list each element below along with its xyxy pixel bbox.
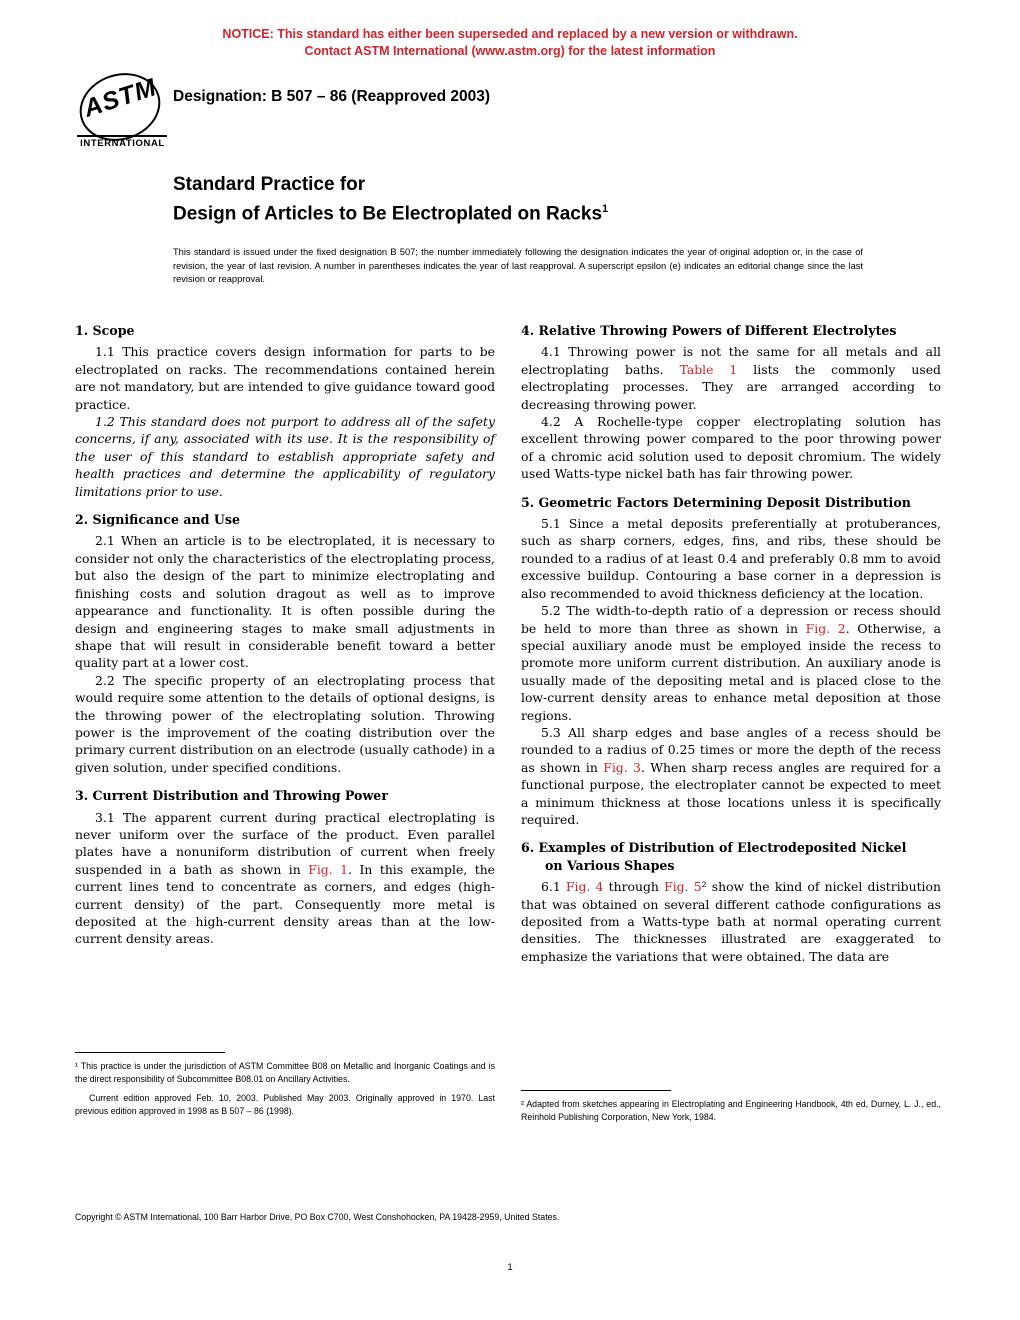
- paragraph-2-2: 2.2 The specific property of an electroplating process that would require some attention to the details of optional designs, is the throwing power of the electroplating solution. Throwing power is the improvement of the coating distribution over the primary current distribution on an electrode (usually cathode) in a given solution, under specified conditions.: [75, 672, 495, 775]
- title-line-1: Standard Practice for: [173, 174, 366, 195]
- paragraph-3-1: 3.1 The apparent current during practical electroplating is never uniform over the surface of the product. Even parallel plates have a nonuniform distribution of current when freely suspended in a bath as shown in Fig. 1. In this example, the current lines tend to concentrate as corners, and edges (high-current density) of the part. Consequently more metal is deposited at the high-current density areas than at the low-current density areas.: [75, 809, 496, 947]
- section-heading-throwing-powers: 4. Relative Throwing Powers of Different Electrolytes: [521, 323, 897, 338]
- page-title: [173, 172, 873, 226]
- paragraph-1-1: 1.1 This practice covers design information for parts to be electroplated on racks. The recommendations contained herein are not mandatory, but are intended to give guidance toward good practice.: [75, 344, 495, 412]
- footnotes-left: [75, 1060, 495, 1117]
- logo-lettering: ASTM: [80, 73, 161, 123]
- copyright-notice: Copyright © ASTM International, 100 Barr Harbor Drive, PO Box C700, West Conshohocken, PA 19428-2959, United States.: [75, 1212, 560, 1222]
- cross-reference-link[interactable]: Table 1: [679, 361, 738, 377]
- astm-logo-icon: [75, 72, 170, 154]
- footnote-divider-right: [521, 1090, 671, 1091]
- cross-reference-link[interactable]: Fig. 5: [664, 879, 702, 895]
- designation-label: Designation: B 507 – 86 (Reapproved 2003): [173, 88, 491, 105]
- paragraph-4-1: 4.1 Throwing power is not the same for all metals and all electroplating baths. Table 1 lists the commonly used electroplating processes. They are arranged according to decreasing throwing power.: [521, 344, 941, 412]
- section-heading-geometric-factors: 5. Geometric Factors Determining Deposit Distribution: [521, 494, 911, 510]
- cross-reference-link[interactable]: Fig. 2: [805, 620, 846, 636]
- footnotes-right: [521, 1098, 941, 1123]
- footnote-1: ¹ This practice is under the jurisdiction of ASTM Committee B08 on Metallic and Inorganic Coatings and is the direct responsibility of Subcommittee B08.01 on Ancillary Activities.: [75, 1061, 495, 1084]
- section-heading-examples: [521, 839, 941, 874]
- paragraph-2-1: 2.1 When an article is to be electroplated, it is necessary to consider not only the characteristics of the electroplating process, but also the design of the part to minimize electroplating and finishing costs and solution dragout as well as to improve appearance and functionality. It is often possible during the design and engineering stages to make small adjustments in shape that will result in considerable benefit toward a better quality part at a lower cost.: [75, 533, 495, 671]
- title-footnote-marker: 1: [602, 203, 609, 215]
- cross-reference-link[interactable]: Fig. 1: [308, 861, 349, 877]
- notice-line-2: Contact ASTM International (www.astm.org) for the latest information: [304, 44, 716, 58]
- paragraph-6-1: 6.1 Fig. 4 through Fig. 5² show the kind of nickel distribution that was obtained on several different cathode configurations as deposited from a Watts-type bath at normal operating current densities. The thicknesses illustrated are exaggerated to emphasize the variations that were obtained. The data are: [521, 879, 941, 964]
- section-heading-scope: 1. Scope: [75, 323, 135, 338]
- paragraph-5-2: 5.2 The width-to-depth ratio of a depression or recess should be held to more than three as shown in Fig. 2. Otherwise, a special auxiliary anode must be employed inside the recess to promote more uniform current distribution. An auxiliary anode is usually made of the depositing metal and is placed close to the low-current density areas to enhance metal deposition at those regions.: [521, 603, 941, 723]
- logo-subtitle: INTERNATIONAL: [80, 138, 165, 149]
- section-heading-current-distribution: 3. Current Distribution and Throwing Power: [75, 788, 388, 804]
- logo-divider: [77, 135, 167, 137]
- paragraph-4-2: 4.2 A Rochelle-type copper electroplating solution has excellent throwing power compared to the poor throwing power of a chromic acid solution used to deposit chromium. The widely used Watts-type nickel bath has fair throwing power.: [521, 414, 941, 482]
- paragraph-5-3: 5.3 All sharp edges and base angles of a recess should be rounded to a radius of 0.25 times or more the depth of the recess as shown in Fig. 3. When sharp recess angles are required for a functional purpose, the electroplater cannot be expected to meet a minimum thickness at those locations unless it is specifically required.: [521, 724, 942, 827]
- cross-reference-link[interactable]: Fig. 3: [603, 759, 641, 775]
- paragraph-1-2: 1.2 This standard does not purport to address all of the safety concerns, if any, associated with its use. It is the responsibility of the user of this standard to establish appropriate safety and health practices and determine the applicability of regulatory limitations prior to use.: [75, 414, 495, 499]
- paragraph-5-1: 5.1 Since a metal deposits preferentially at protuberances, such as sharp corners, edges, fins, and ribs, these should be rounded to a radius of at least 0.4 and preferably 0.8 mm to avoid excessive buildup. Contouring a base corner in a depression is also recommended to avoid thickness deficiency at the location.: [521, 516, 941, 601]
- section-heading-examples-line2: on Various Shapes: [545, 857, 675, 873]
- footnote-edition-note: Current edition approved Feb. 10, 2003. Published May 2003. Originally approved in 1970. Last previous edition approved in 1998 as B 507 – 86 (1998).: [75, 1093, 495, 1116]
- page-number: 1: [507, 1262, 513, 1273]
- section-heading-significance: 2. Significance and Use: [75, 512, 240, 528]
- footnote-2: ² Adapted from sketches appearing in Electroplating and Engineering Handbook, 4th ed, Durney, L. J., ed., Reinhold Publishing Corporation, New York, 1984.: [521, 1099, 941, 1122]
- footnote-divider-left: [75, 1052, 225, 1053]
- notice-line-1: NOTICE: This standard has either been superseded and replaced by a new version or withdrawn.: [222, 27, 798, 41]
- body-column-left: [75, 322, 495, 948]
- section-heading-examples-line1: 6. Examples of Distribution of Electrodeposited Nickel: [521, 840, 907, 856]
- document-header: [75, 72, 955, 172]
- withdrawn-notice: [0, 26, 1020, 60]
- cross-reference-link[interactable]: Fig. 4: [565, 879, 604, 895]
- standard-preamble: This standard is issued under the fixed designation B 507; the number immediately following the designation indicates the year of original adoption or, in the case of revision, the year of last revision. A number in parentheses indicates the year of last reapproval. A superscript epsilon (e) indicates an editorial change since the last revision or reapproval.: [173, 247, 863, 284]
- title-line-2: Design of Articles to Be Electroplated on Racks: [173, 203, 603, 225]
- body-column-right: [521, 322, 941, 965]
